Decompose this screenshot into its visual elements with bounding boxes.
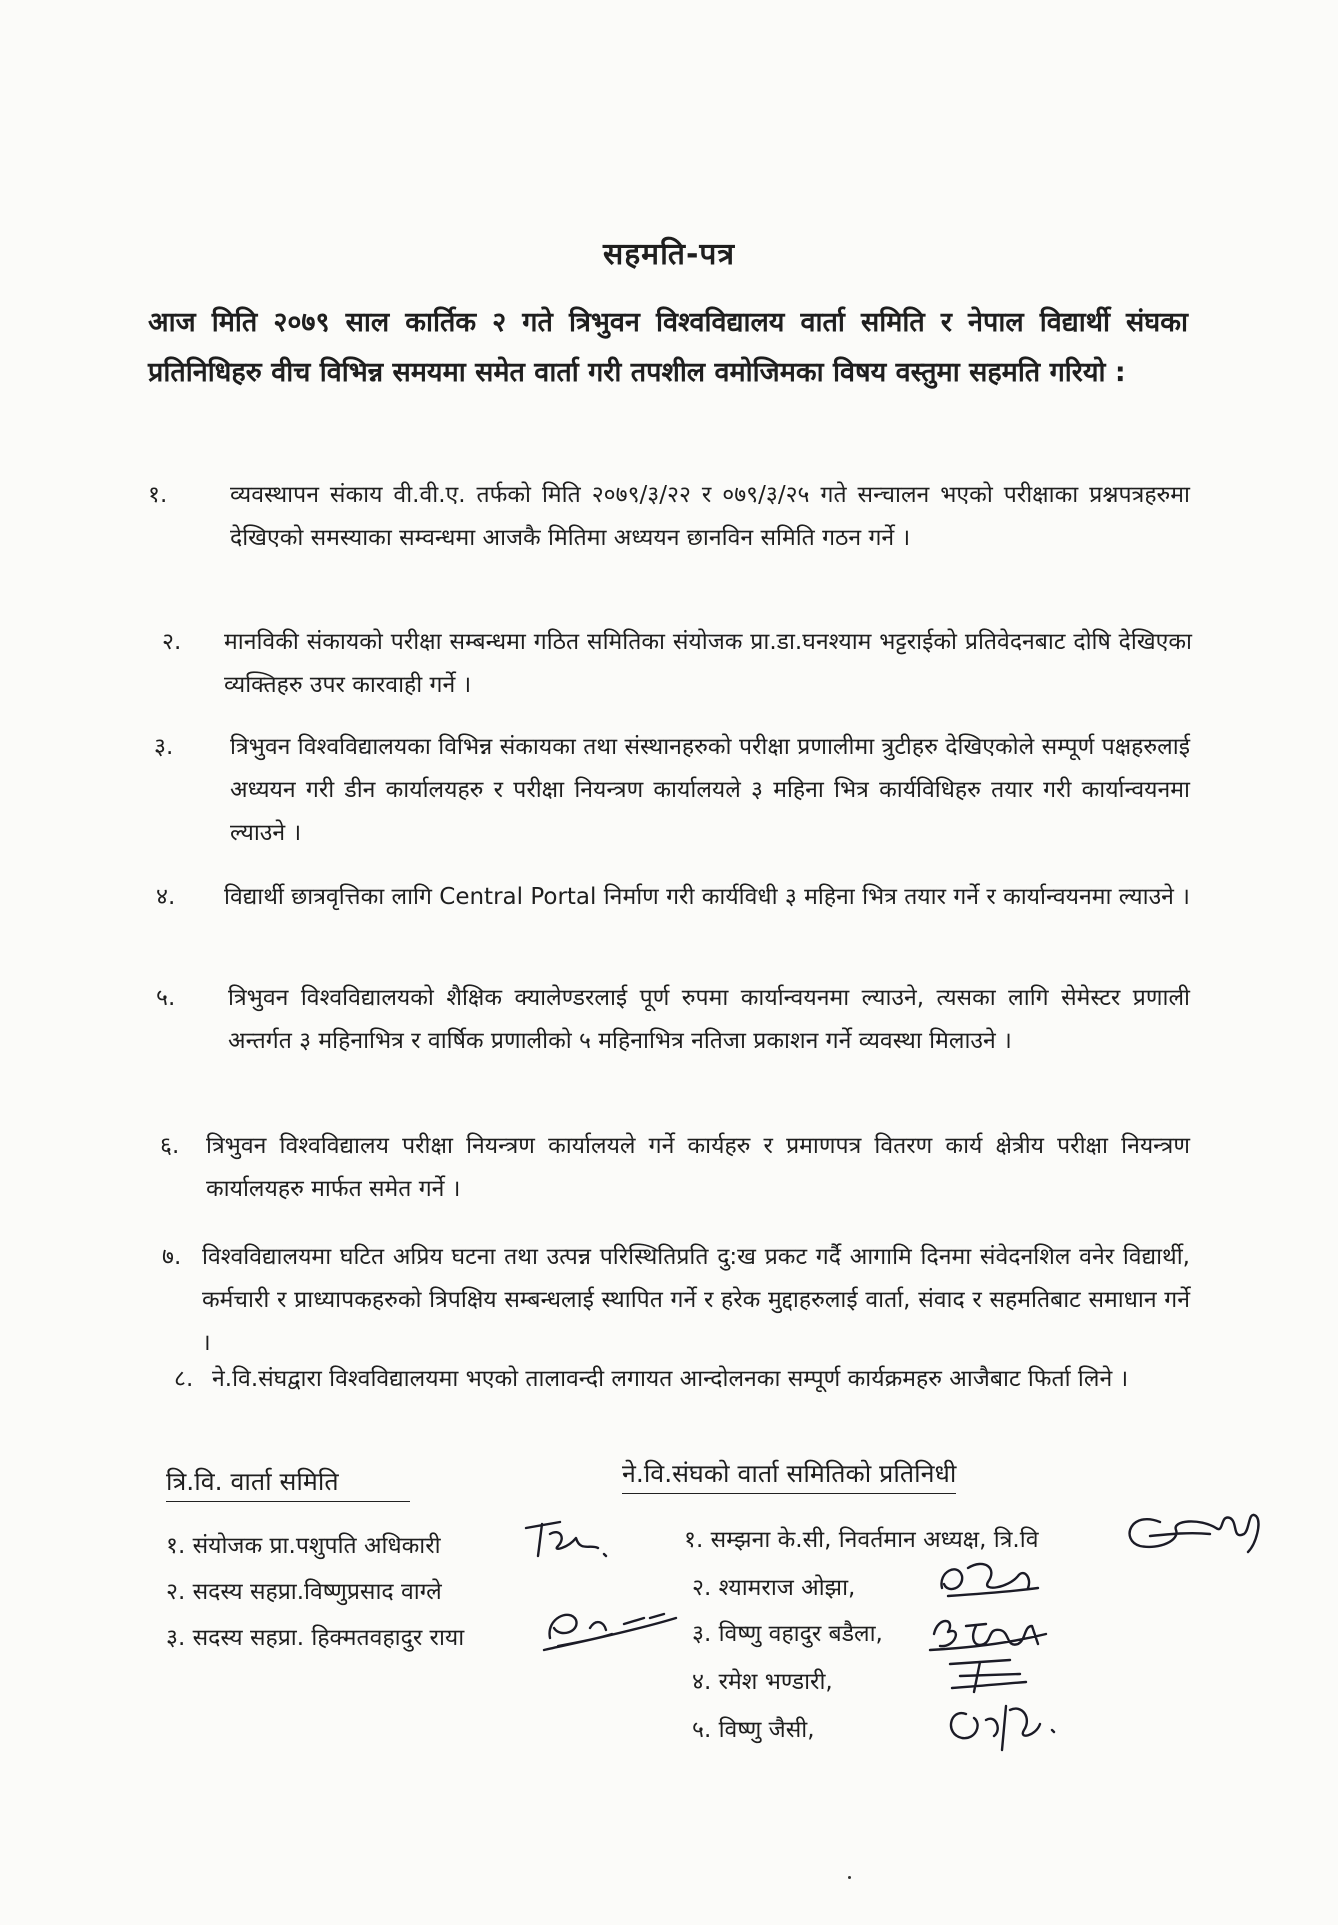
item-number: २. xyxy=(162,629,182,655)
item-text: मानविकी संकायको परीक्षा सम्बन्धमा गठित समितिका संयोजक प्रा.डा.घनश्याम भट्टराईको प्रतिवेदनबाट दोषि देखिएका व्यक्तिहरु उपर कारवाही गर्ने । xyxy=(224,629,1192,698)
item-text: त्रिभुवन विश्वविद्यालयका विभिन्न संकायका तथा संस्थानहरुको परीक्षा प्रणालीमा त्रुटीहरु देखिएकोले सम्पूर्ण पक्षहरुलाई अध्ययन गरी डीन कार्यालयहरु र परीक्षा नियन्त्रण कार्यालयले ३ महिना भित्र कार्यविधिहरु तयार गरी कार्यान्वयनमा ल्याउने । xyxy=(230,734,1190,846)
item-number: ८. xyxy=(174,1366,194,1392)
left-member-1: १. संयोजक प्रा.पशुपति अधिकारी xyxy=(166,1533,441,1559)
signature-pashupati xyxy=(520,1508,620,1568)
list-item xyxy=(160,1125,1198,1215)
left-member-3: ३. सदस्य सहप्रा. हिक्मतवहादुर राया xyxy=(166,1625,465,1651)
item-text: त्रिभुवन विश्वविद्यालयको शैक्षिक क्यालेण्डरलाई पूर्ण रुपमा कार्यान्वयनमा ल्याउने, त्यसका लागि सेमेस्टर प्रणाली अन्तर्गत ३ महिनाभित्र र वार्षिक प्रणालीको ५ महिनाभित्र नतिजा प्रकाशन गर्ने व्यवस्था मिलाउने । xyxy=(228,985,1190,1054)
signature-shyamraj xyxy=(928,1548,1058,1608)
right-committee-heading: ने.वि.संघको वार्ता समितिको प्रतिनिधी xyxy=(622,1456,956,1494)
item-number: ५. xyxy=(156,985,176,1011)
item-text: त्रिभुवन विश्वविद्यालय परीक्षा नियन्त्रण कार्यालयले गर्ने कार्यहरु र प्रमाणपत्र वितरण कार्य क्षेत्रीय परीक्षा नियन्त्रण कार्यालयहरु मार्फत समेत गर्ने । xyxy=(206,1133,1190,1202)
list-item xyxy=(162,1236,1198,1368)
document-title: सहमति-पत्र xyxy=(602,237,736,272)
intro-paragraph: आज मिति २०७९ साल कार्तिक २ गते त्रिभुवन विश्वविद्यालय वार्ता समिति र नेपाल विद्यार्थी संघका प्रतिनिधिहरु वीच विभिन्न समयमा समेत वार्ता गरी तपशील वमोजिमका विषय वस्तुमा सहमति गरियो : xyxy=(148,307,1188,388)
signature-hikmat xyxy=(540,1598,680,1658)
list-item xyxy=(156,876,1198,966)
right-member-4: ४. रमेश भण्डारी, xyxy=(692,1669,833,1695)
left-committee-heading: त्रि.वि. वार्ता समिति xyxy=(166,1464,410,1502)
item-number: १. xyxy=(148,482,168,508)
item-text: ने.वि.संघद्वारा विश्वविद्यालयमा भएको तालावन्दी लगायत आन्दोलनका सम्पूर्ण कार्यक्रमहरु आजैबाट फिर्ता लिने । xyxy=(212,1366,1129,1392)
list-item xyxy=(162,621,1198,711)
list-item xyxy=(174,1358,1198,1448)
item-number: ६. xyxy=(160,1133,180,1159)
item-text: व्यवस्थापन संकाय वी.वी.ए. तर्फको मिति २०७९/३/२२ र ०७९/३/२५ गते सन्चालन भएको परीक्षाका प्रश्नपत्रहरुमा देखिएको समस्याका सम्वन्धमा आजकै मितिमा अध्ययन छानविन समिति गठन गर्ने । xyxy=(230,482,1190,551)
item-number: ४. xyxy=(156,884,176,910)
speck xyxy=(848,1876,851,1879)
list-item xyxy=(148,474,1198,606)
item-text: विश्वविद्यालयमा घटित अप्रिय घटना तथा उत्पन्न परिस्थितिप्रति दु:ख प्रकट गर्दै आगामि दिनमा संवेदनशिल वनेर विद्यार्थी, कर्मचारी र प्राध्यापकहरुको त्रिपक्षिय सम्बन्धलाई स्थापित गर्ने र हरेक मुद्दाहरुलाई वार्ता, संवाद र सहमतिबाट समाधान गर्ने । xyxy=(202,1244,1190,1356)
list-item xyxy=(156,977,1198,1109)
right-member-3: ३. विष्णु वहादुर बडैला, xyxy=(692,1621,883,1647)
left-member-2: २. सदस्य सहप्रा.विष्णुप्रसाद वाग्ले xyxy=(166,1579,442,1605)
right-member-1: १. सम्झना के.सी, निवर्तमान अध्यक्ष, त्रि.वि xyxy=(684,1527,1039,1553)
signature-bishnu-jaisi xyxy=(936,1690,1066,1760)
right-member-5: ५. विष्णु जैसी, xyxy=(692,1717,815,1743)
item-text: विद्यार्थी छात्रवृत्तिका लागि Central Portal निर्माण गरी कार्यविधी ३ महिना भित्र तयार गर्ने र कार्यान्वयनमा ल्याउने । xyxy=(224,884,1190,910)
signature-samjhana xyxy=(1120,1500,1270,1570)
right-member-2: २. श्यामराज ओझा, xyxy=(692,1575,856,1601)
item-number: ३. xyxy=(154,734,174,760)
list-item xyxy=(148,726,1198,858)
signature-bishnu-badaila xyxy=(926,1604,1056,1658)
item-number: ७. xyxy=(162,1244,182,1270)
